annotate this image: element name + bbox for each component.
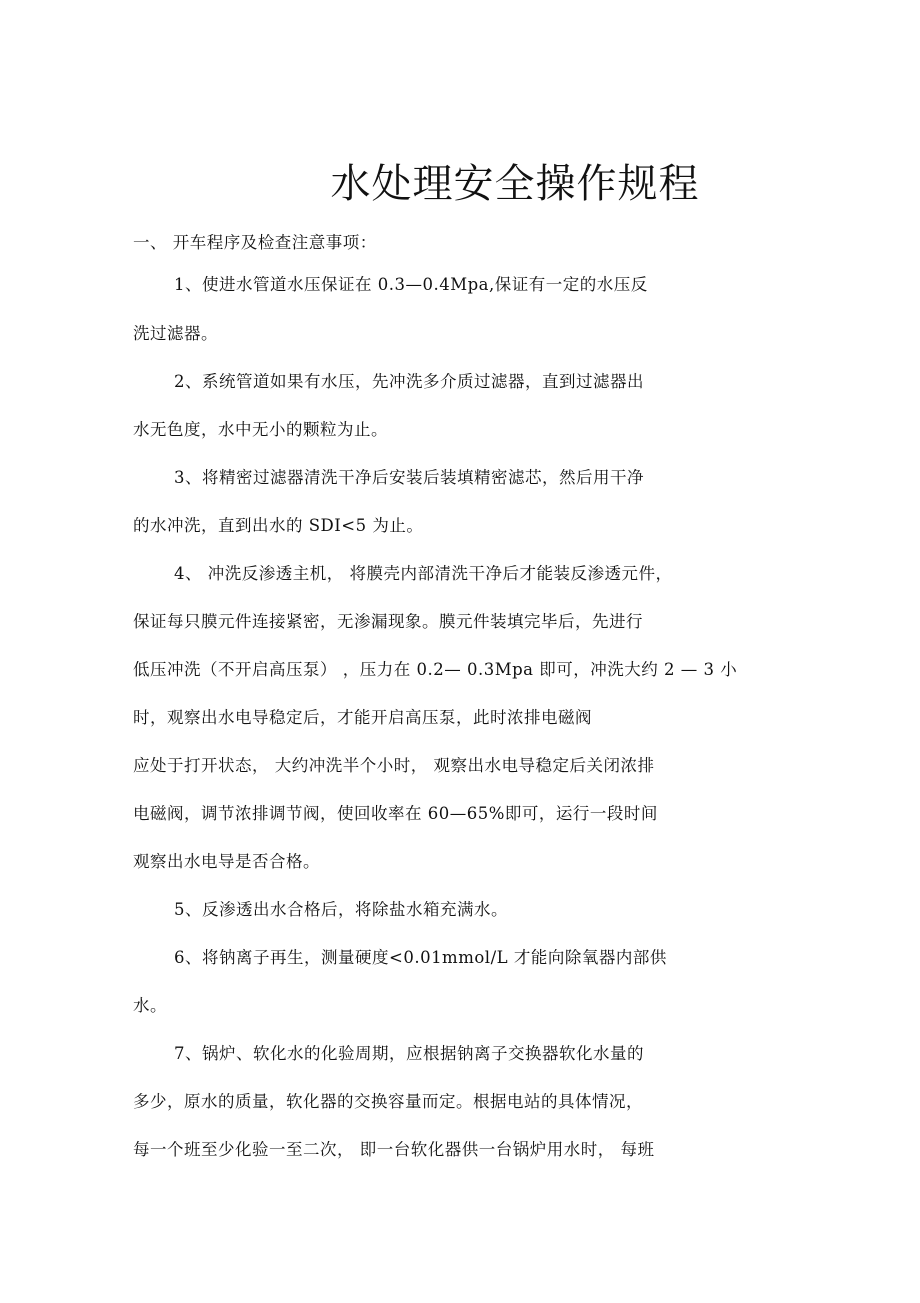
paragraph-line: 应处于打开状态， 大约冲洗半个小时， 观察出水电导稳定后关闭浓排 [133,756,655,775]
section-heading: 一、 开车程序及检查注意事项： [133,233,377,252]
paragraph-line: 多少，原水的质量，软化器的交换容量而定。根据电站的具体情况， [133,1092,643,1111]
paragraph-line: 的水冲洗，直到出水的 SDI<5 为止。 [133,516,424,535]
paragraph-line: 4、 冲洗反渗透主机， 将膜壳内部清洗干净后才能装反渗透元件， [174,564,673,583]
document-title: 水处理安全操作规程 [330,161,700,207]
paragraph-line: 低压冲洗（不开启高压泵） ，压力在 0.2— 0.3Mpa 即可，冲洗大约 2 — 3 小 [133,660,738,679]
paragraph-line: 2、系统管道如果有水压，先冲洗多介质过滤器，直到过滤器出 [174,372,644,391]
paragraph-line: 洗过滤器。 [133,324,218,343]
paragraph-line: 水无色度，水中无小的颗粒为止。 [133,420,388,439]
paragraph-line: 观察出水电导是否合格。 [133,852,320,871]
paragraph-line: 水。 [133,996,167,1015]
paragraph-line: 3、将精密过滤器清洗干净后安装后装填精密滤芯，然后用干净 [174,468,644,487]
paragraph-line: 电磁阀，调节浓排调节阀，使回收率在 60—65%即可，运行一段时间 [133,804,658,823]
paragraph-line: 保证每只膜元件连接紧密，无渗漏现象。膜元件装填完毕后，先进行 [133,612,643,631]
paragraph-line: 每一个班至少化验一至二次， 即一台软化器供一台锅炉用水时， 每班 [133,1140,655,1159]
paragraph-line: 6、将钠离子再生，测量硬度<0.01mmol/L 才能向除氧器内部供 [174,948,667,967]
paragraph-line: 时，观察出水电导稳定后，才能开启高压泵，此时浓排电磁阀 [133,708,592,727]
paragraph-line: 1、使进水管道水压保证在 0.3—0.4Mpa,保证有一定的水压反 [174,275,648,294]
paragraph-line: 5、反渗透出水合格后，将除盐水箱充满水。 [174,900,508,919]
paragraph-line: 7、锅炉、软化水的化验周期，应根据钠离子交换器软化水量的 [174,1044,644,1063]
